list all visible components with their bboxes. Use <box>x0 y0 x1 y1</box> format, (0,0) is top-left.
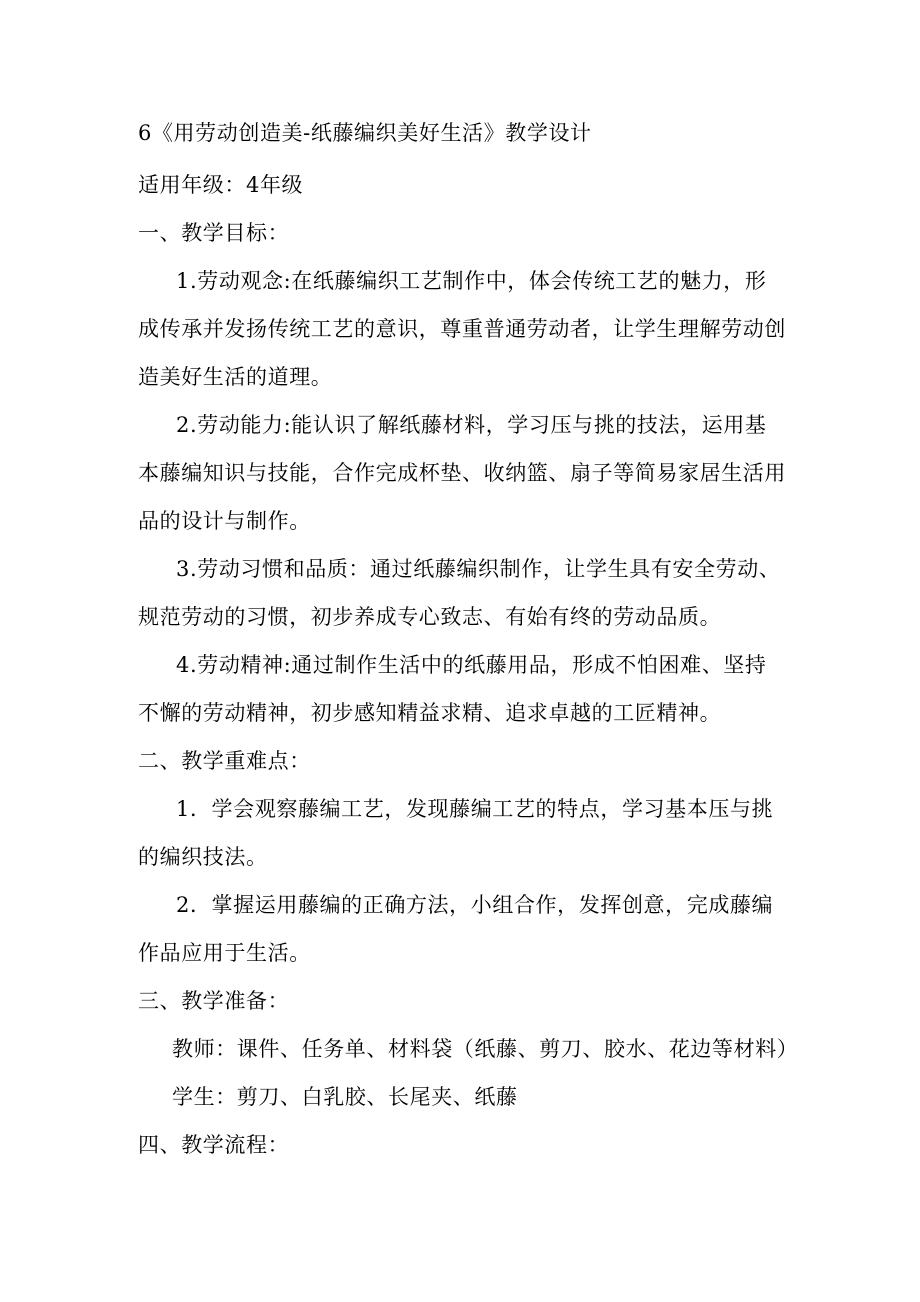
grade-line: 适用年级：4年级 <box>138 173 304 197</box>
goal-3-line-1: 3.劳动习惯和品质：通过纸藤编织制作，让学生具有安全劳动、 <box>176 557 781 581</box>
student-preparation: 学生：剪刀、白乳胶、长尾夹、纸藤 <box>172 1085 518 1109</box>
document-title: 6《用劳动创造美-纸藤编织美好生活》教学设计 <box>138 121 592 145</box>
section-heading-keypoints: 二、教学重难点： <box>138 749 311 773</box>
goal-1-line-2: 成传承并发扬传统工艺的意识，尊重普通劳动者，让学生理解劳动创 <box>138 317 786 341</box>
keypoint-1-line-2: 的编织技法。 <box>138 845 268 869</box>
goal-2-line-3: 品的设计与制作。 <box>138 509 311 533</box>
section-heading-preparation: 三、教学准备： <box>138 989 290 1013</box>
keypoint-2-line-1: 2．掌握运用藤编的正确方法，小组合作，发挥创意，完成藤编 <box>176 893 774 917</box>
keypoint-1-line-1: 1．学会观察藤编工艺，发现藤编工艺的特点，学习基本压与挑 <box>176 797 774 821</box>
goal-3-line-2: 规范劳动的习惯，初步养成专心致志、有始有终的劳动品质。 <box>138 605 722 629</box>
section-heading-goals: 一、教学目标： <box>138 221 290 245</box>
goal-2-line-1: 2.劳动能力:能认识了解纸藤材料，学习压与挑的技法，运用基 <box>176 413 767 437</box>
section-heading-process: 四、教学流程： <box>138 1133 290 1157</box>
keypoint-2-line-2: 作品应用于生活。 <box>138 941 311 965</box>
goal-1-line-1: 1.劳动观念:在纸藤编织工艺制作中，体会传统工艺的魅力，形 <box>176 269 767 293</box>
goal-2-line-2: 本藤编知识与技能，合作完成杯垫、收纳篮、扇子等简易家居生活用 <box>138 461 786 485</box>
teacher-preparation: 教师：课件、任务单、材料袋（纸藤、剪刀、胶水、花边等材料） <box>172 1037 799 1061</box>
goal-4-line-2: 不懈的劳动精神，初步感知精益求精、追求卓越的工匠精神。 <box>138 701 722 725</box>
goal-1-line-3: 造美好生活的道理。 <box>138 365 333 389</box>
goal-4-line-1: 4.劳动精神:通过制作生活中的纸藤用品，形成不怕困难、坚持 <box>176 653 767 677</box>
